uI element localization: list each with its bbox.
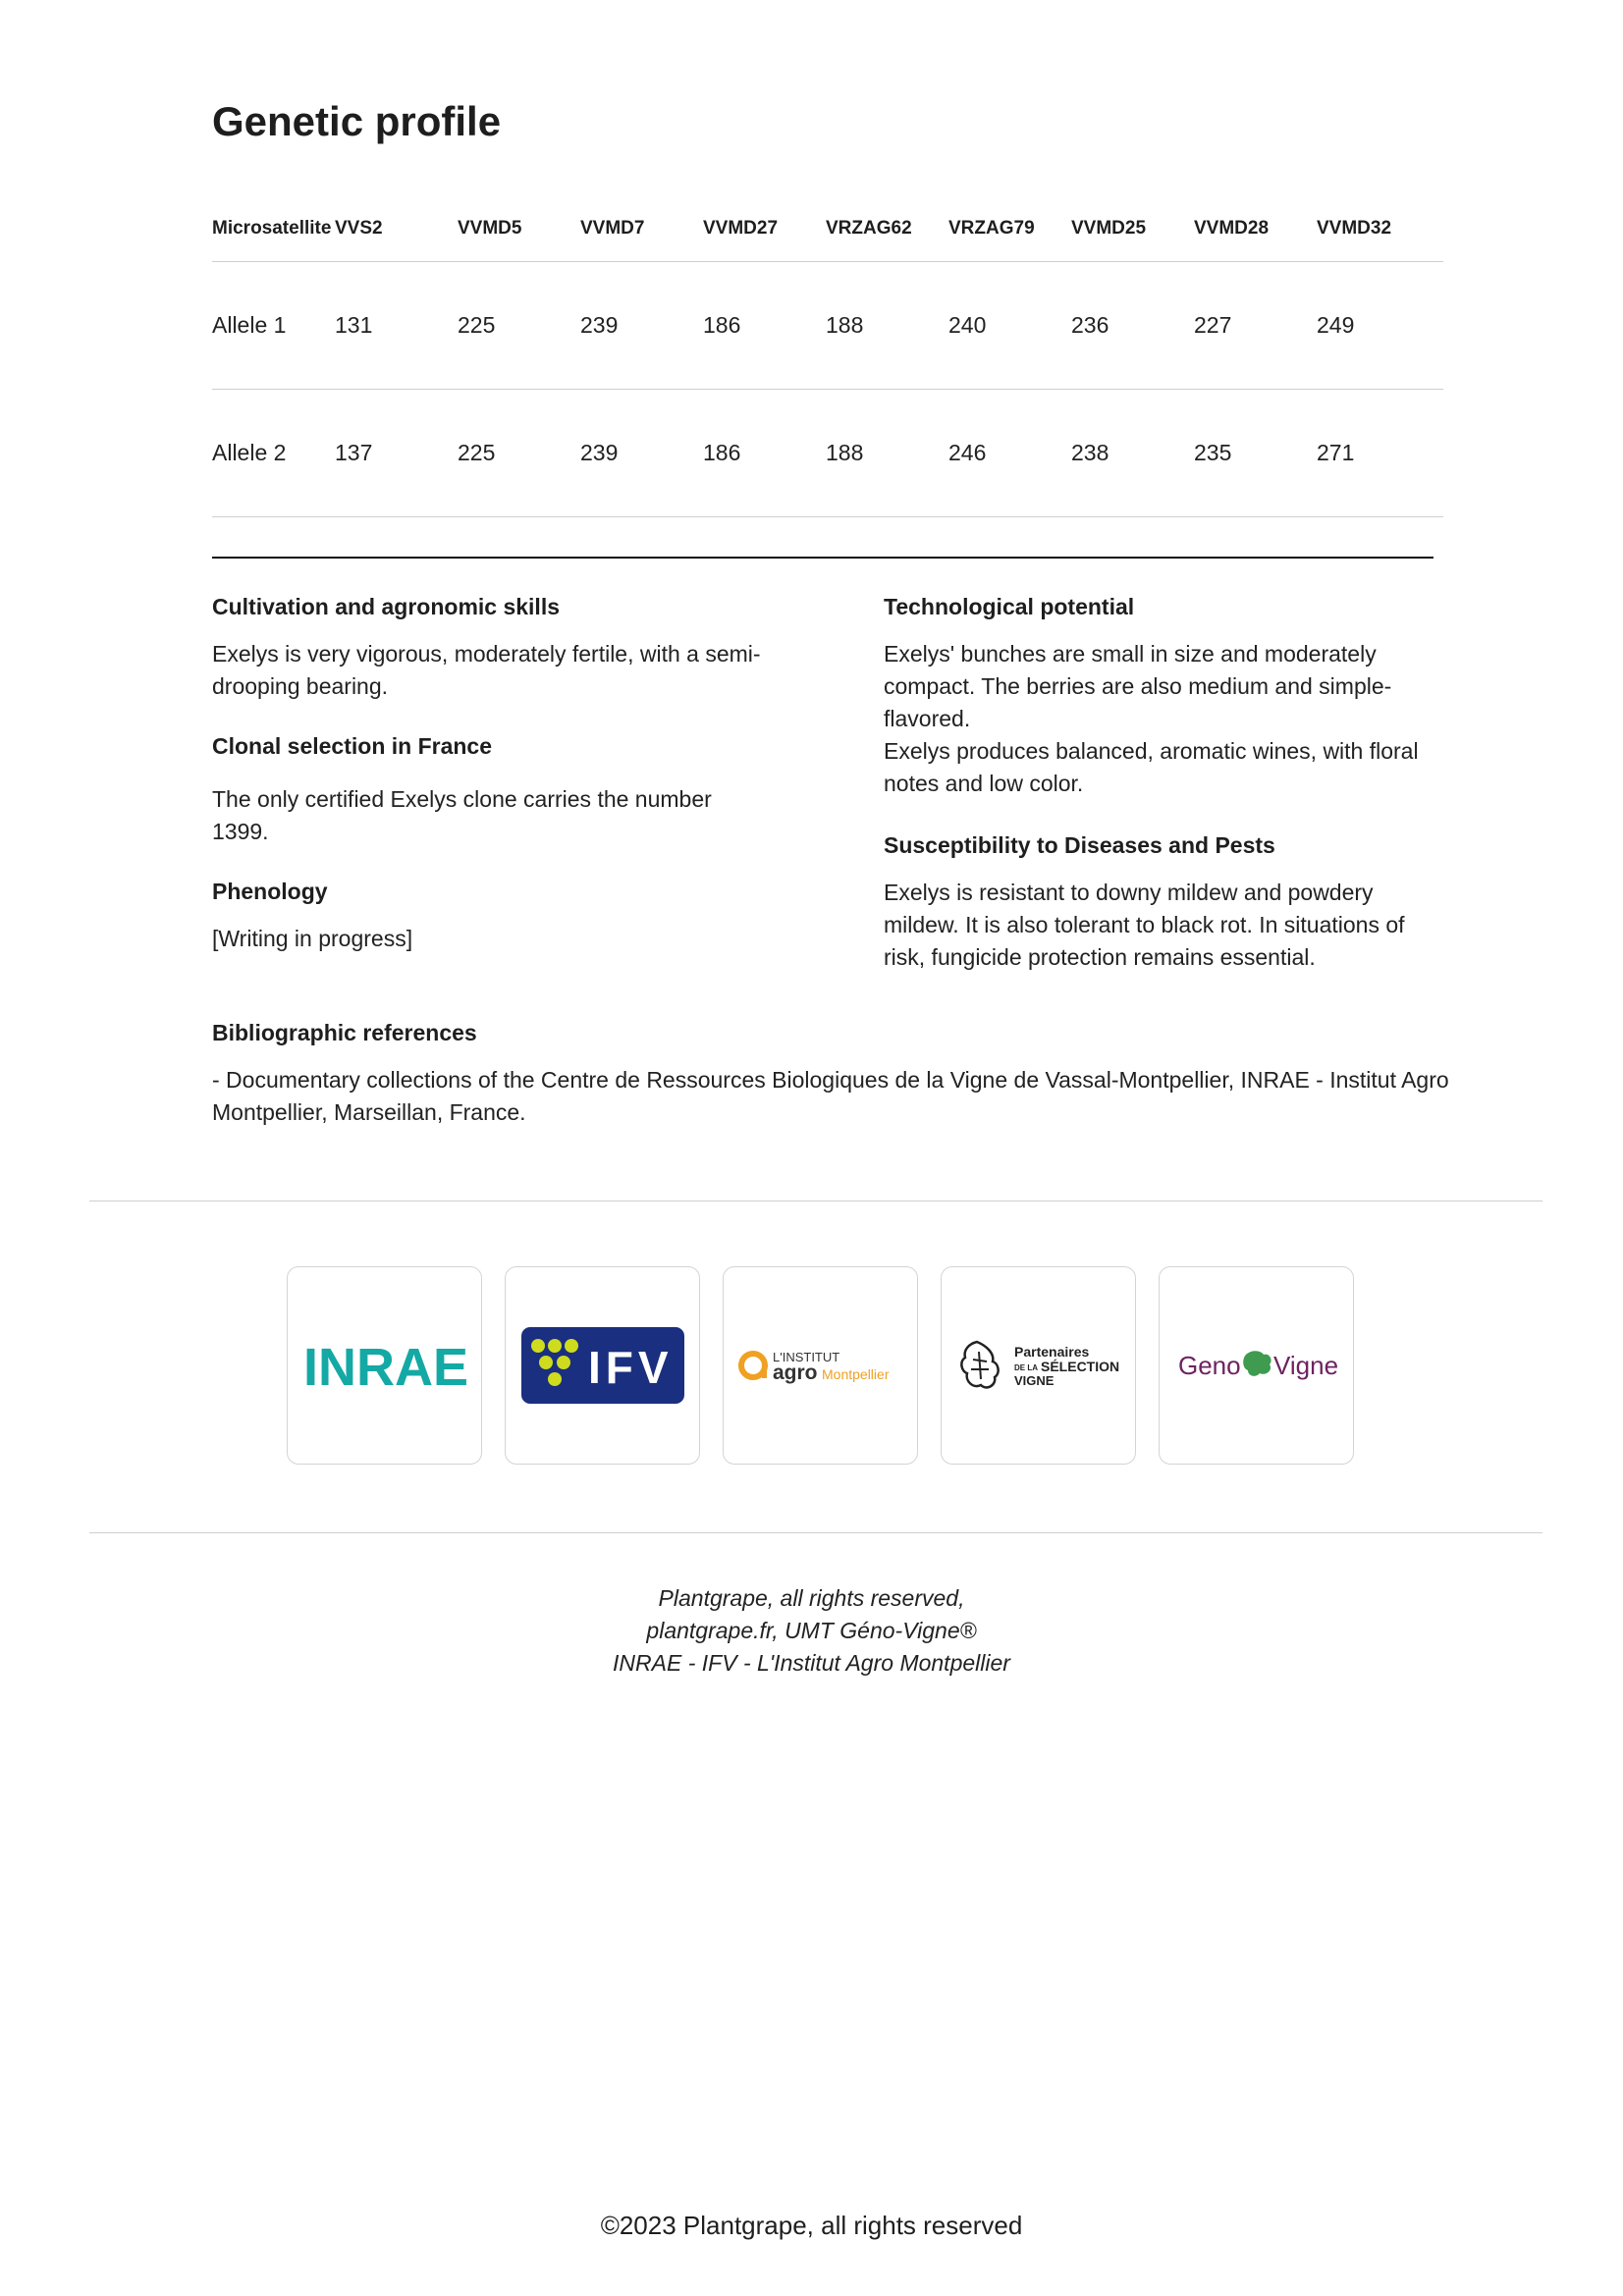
table-cell: Allele 1 [212, 262, 335, 390]
agro-logo-top-text: L'INSTITUT [772, 1350, 839, 1364]
partenaires-logo-line1: Partenaires [1013, 1344, 1089, 1360]
table-cell: 188 [826, 262, 948, 390]
table-header-row [212, 196, 1443, 262]
inrae-logo-link[interactable] [287, 1266, 482, 1465]
table-cell: 236 [1071, 262, 1194, 390]
partenaires-logo-line2a: DE LA [1013, 1363, 1038, 1372]
ifv-logo-text: IFV [587, 1342, 674, 1393]
cultivation-section [212, 591, 762, 703]
clonal-section [212, 730, 762, 848]
column-header: VVS2 [335, 196, 458, 262]
agro-montpellier-logo-link[interactable] [723, 1266, 918, 1465]
table-row [212, 390, 1443, 517]
column-header: VRZAG62 [826, 196, 948, 262]
bibliography-text: - Documentary collections of the Centre de Ressources Biologiques de la Vigne de Vassal-Montpellier, INRAE - Institut Agro Montpellier, Marseillan, France. [212, 1067, 1449, 1125]
genetic-profile-table [212, 196, 1443, 517]
agro-montpellier-logo [737, 1341, 904, 1390]
footer-line-3: INRAE - IFV - L'Institut Agro Montpellier [613, 1650, 1010, 1676]
footer-line-2: plantgrape.fr, UMT Géno-Vigne® [646, 1618, 977, 1643]
column-header: Microsatellite [212, 196, 335, 262]
inrae-logo [301, 1336, 468, 1395]
table-cell: Allele 2 [212, 390, 335, 517]
clonal-text: The only certified Exelys clone carries the number 1399. [212, 786, 712, 844]
section-divider [212, 557, 1434, 559]
footer-divider-bottom [89, 1532, 1542, 1533]
page-title: Genetic profile [212, 98, 502, 144]
footer-line-1: Plantgrape, all rights reserved, [658, 1585, 965, 1611]
phenology-section [212, 876, 762, 955]
susceptibility-heading: Susceptibility to Diseases and Pests [884, 832, 1275, 858]
partenaires-selection-logo [955, 1336, 1122, 1395]
susceptibility-text: Exelys is resistant to downy mildew and powdery mildew. It is also tolerant to black rot. In situations of risk, fungicide protection remains essential. [884, 880, 1405, 970]
technological-text-2: Exelys produces balanced, aromatic wines, with floral notes and low color. [884, 738, 1419, 796]
column-header: VVMD7 [580, 196, 703, 262]
partenaires-logo-line3: VIGNE [1013, 1373, 1054, 1388]
ifv-logo-link[interactable] [505, 1266, 700, 1465]
genovigne-logo-left: Geno [1177, 1351, 1241, 1380]
column-header: VVMD32 [1317, 196, 1443, 262]
table-cell: 249 [1317, 262, 1443, 390]
left-column [212, 591, 762, 983]
footer-note [0, 1582, 1623, 1680]
partenaires-logo-line2b: SÉLECTION [1040, 1359, 1119, 1374]
cultivation-heading: Cultivation and agronomic skills [212, 594, 561, 619]
bibliography-section [212, 1017, 1449, 1129]
right-column [884, 591, 1434, 1001]
technological-text: Exelys' bunches are small in size and moderately compact. The berries are also medium and simple-flavored. [884, 641, 1392, 731]
genovigne-logo-link[interactable] [1159, 1266, 1354, 1465]
table-cell: 188 [826, 390, 948, 517]
phenology-heading: Phenology [212, 879, 328, 904]
agro-logo-word: agro [772, 1362, 818, 1384]
copyright: ©2023 Plantgrape, all rights reserved [600, 2211, 1023, 2240]
table-cell: 246 [948, 390, 1071, 517]
cultivation-text: Exelys is very vigorous, moderately fertile, with a semi-drooping bearing. [212, 641, 761, 699]
technological-section [884, 591, 1434, 800]
clonal-heading: Clonal selection in France [212, 733, 493, 759]
table-cell: 238 [1071, 390, 1194, 517]
genovigne-logo [1173, 1341, 1340, 1390]
column-header: VVMD5 [458, 196, 580, 262]
technological-heading: Technological potential [884, 594, 1135, 619]
table-row [212, 262, 1443, 390]
genovigne-logo-right: Vigne [1272, 1351, 1338, 1380]
susceptibility-section [884, 829, 1434, 974]
table-cell: 235 [1194, 390, 1317, 517]
table-cell: 186 [703, 390, 826, 517]
table-cell: 225 [458, 262, 580, 390]
inrae-logo-text: INRAE [302, 1338, 468, 1395]
phenology-text: [Writing in progress] [212, 926, 413, 951]
table-cell: 227 [1194, 262, 1317, 390]
table-cell: 225 [458, 390, 580, 517]
partenaires-selection-logo-link[interactable] [941, 1266, 1136, 1465]
table-cell: 186 [703, 262, 826, 390]
column-header: VVMD25 [1071, 196, 1194, 262]
column-header: VRZAG79 [948, 196, 1071, 262]
table-cell: 137 [335, 390, 458, 517]
table-cell: 271 [1317, 390, 1443, 517]
column-header: VVMD27 [703, 196, 826, 262]
column-header: VVMD28 [1194, 196, 1317, 262]
table-cell: 131 [335, 262, 458, 390]
agro-logo-city: Montpellier [821, 1366, 889, 1382]
table-cell: 239 [580, 262, 703, 390]
bibliography-heading: Bibliographic references [212, 1020, 477, 1045]
ifv-logo [521, 1327, 684, 1404]
table-cell: 240 [948, 262, 1071, 390]
table-cell: 239 [580, 390, 703, 517]
